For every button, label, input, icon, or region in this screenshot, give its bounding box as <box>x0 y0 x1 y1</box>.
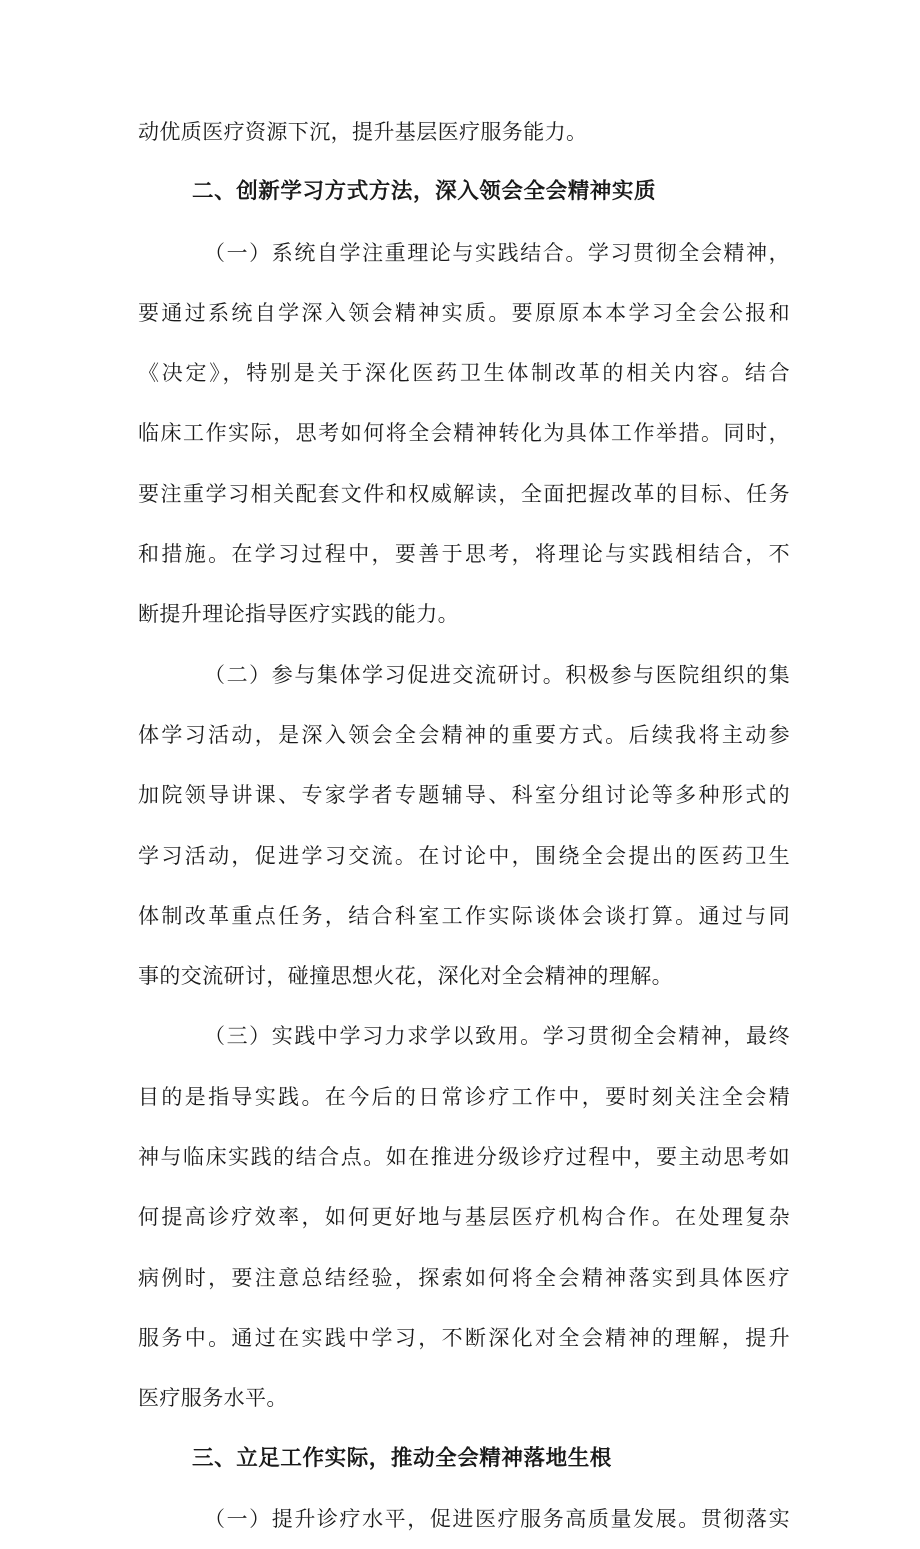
paragraph-line: 目的是指导实践。在今后的日常诊疗工作中，要时刻关注全会精 <box>138 1084 790 1109</box>
paragraph-line: 何提高诊疗效率，如何更好地与基层医疗机构合作。在处理复杂 <box>138 1205 790 1230</box>
paragraph-line: 临床工作实际，思考如何将全会精神转化为具体工作举措。同时， <box>138 421 790 446</box>
section-heading: 二、创新学习方式方法，深入领会全会精神实质 <box>192 179 657 205</box>
paragraph-line: 体制改革重点任务，结合科室工作实际谈体会谈打算。通过与同 <box>138 903 790 928</box>
paragraph-line: （一）系统自学注重理论与实践结合。学习贯彻全会精神， <box>204 240 790 265</box>
paragraph-line: 断提升理论指导医疗实践的能力。 <box>138 602 459 627</box>
paragraph-line: （一）提升诊疗水平，促进医疗服务高质量发展。贯彻落实 <box>204 1506 790 1531</box>
paragraph-line: 体学习活动，是深入领会全会精神的重要方式。后续我将主动参 <box>138 722 790 747</box>
paragraph-line: 动优质医疗资源下沉，提升基层医疗服务能力。 <box>138 120 588 144</box>
paragraph-line: 加院领导讲课、专家学者专题辅导、科室分组讨论等多种形式的 <box>138 783 790 808</box>
paragraph-line: 要注重学习相关配套文件和权威解读，全面把握改革的目标、任务 <box>138 481 790 506</box>
paragraph-line: 服务中。通过在实践中学习，不断深化对全会精神的理解，提升 <box>138 1325 790 1350</box>
paragraph-line: 事的交流研讨，碰撞思想火花，深化对全会精神的理解。 <box>138 964 673 989</box>
paragraph-line: 要通过系统自学深入领会精神实质。要原原本本学习全会公报和 <box>138 300 790 325</box>
paragraph-line: （二）参与集体学习促进交流研讨。积极参与医院组织的集 <box>204 662 790 687</box>
paragraph-line: 《决定》，特别是关于深化医药卫生体制改革的相关内容。结合 <box>138 361 790 386</box>
paragraph-line: 病例时，要注意总结经验，探索如何将全会精神落实到具体医疗 <box>138 1265 790 1290</box>
paragraph-line: 和措施。在学习过程中，要善于思考，将理论与实践相结合，不 <box>138 542 790 567</box>
paragraph-line: 学习活动，促进学习交流。在讨论中，围绕全会提出的医药卫生 <box>138 843 790 868</box>
document-body <box>138 102 790 1549</box>
section-heading: 三、立足工作实际，推动全会精神落地生根 <box>192 1445 612 1471</box>
paragraph-line: 医疗服务水平。 <box>138 1386 288 1411</box>
paragraph-line: 神与临床实践的结合点。如在推进分级诊疗过程中，要主动思考如 <box>138 1145 790 1170</box>
paragraph-line: （三）实践中学习力求学以致用。学习贯彻全会精神，最终 <box>204 1024 790 1049</box>
